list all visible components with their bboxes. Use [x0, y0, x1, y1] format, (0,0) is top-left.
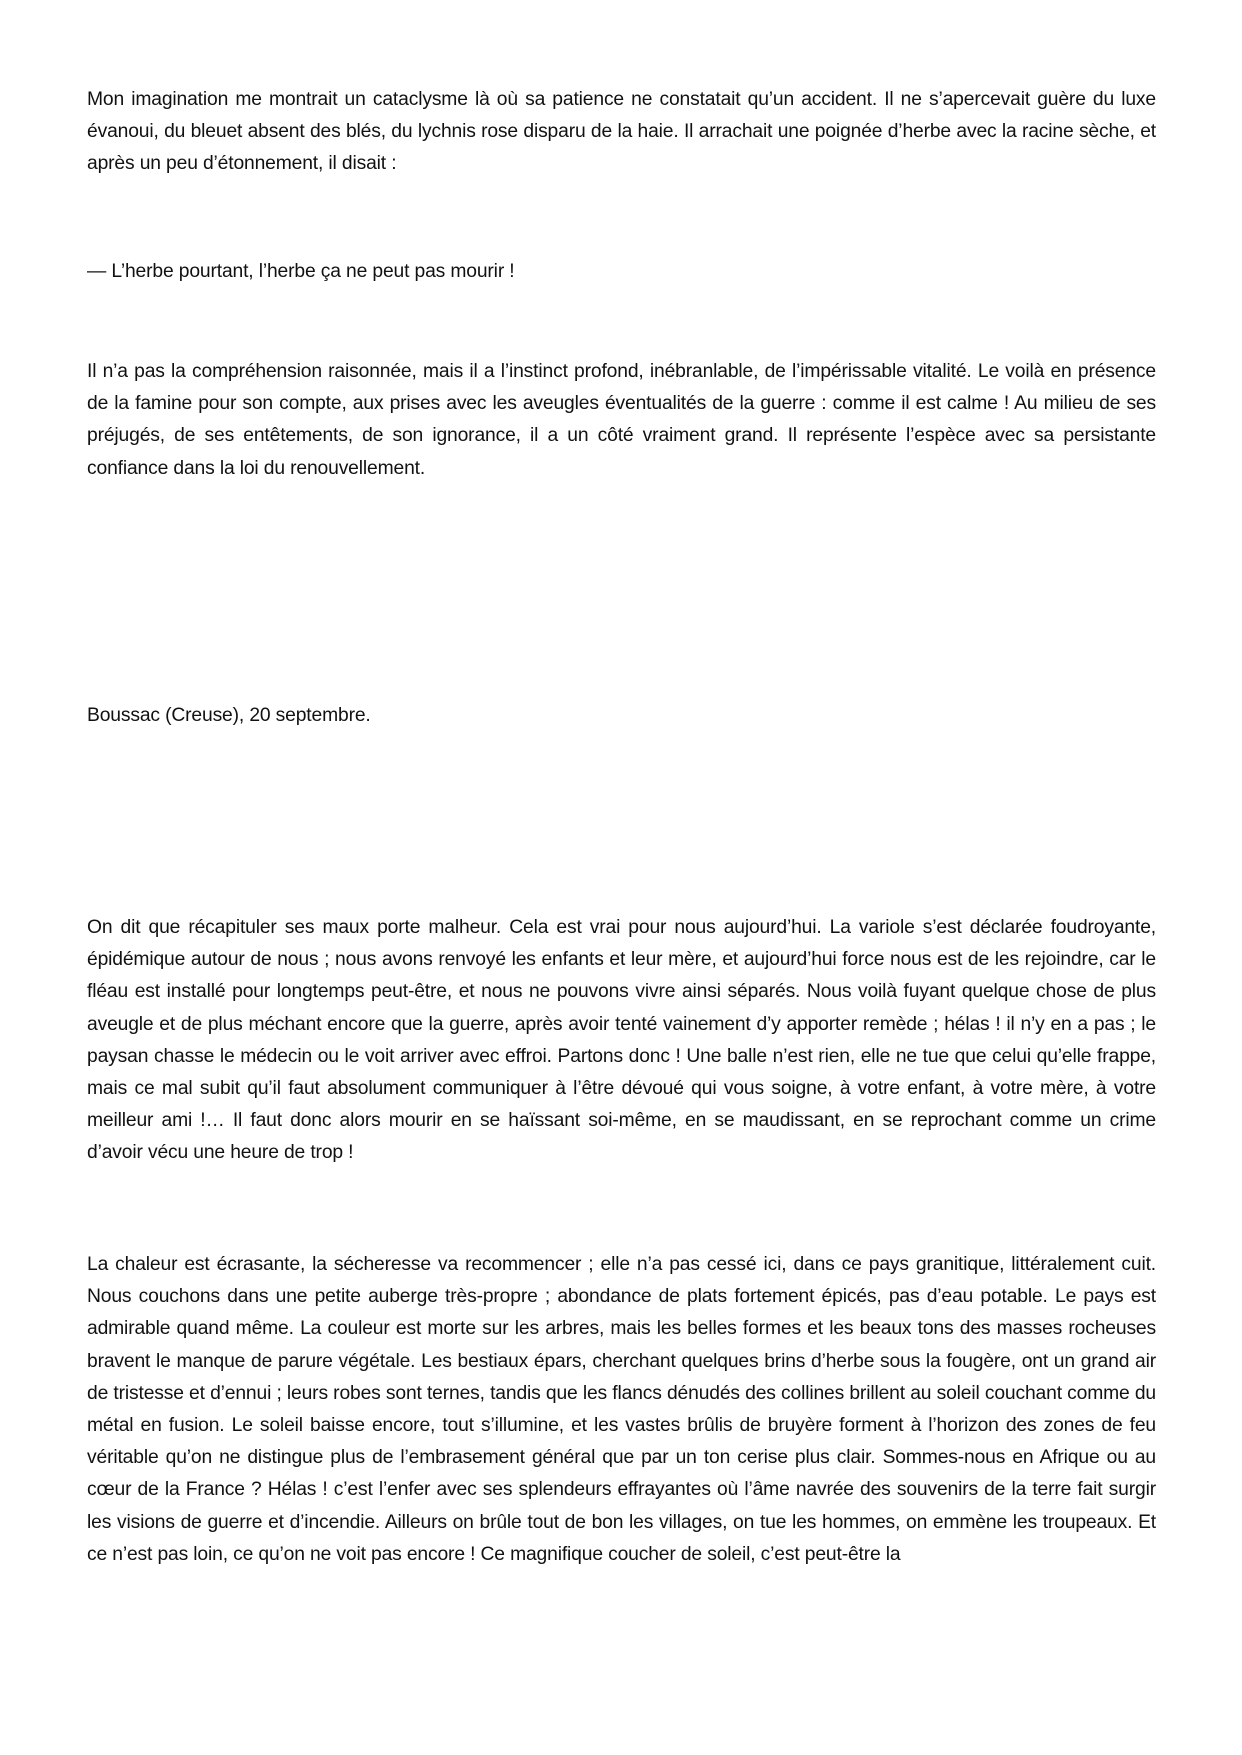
dateline-boussac: Boussac (Creuse), 20 septembre. — [87, 705, 371, 726]
paragraph-instinct: Il n’a pas la compréhension raisonnée, mais il a l’instinct profond, inébranlable, de l’impérissable vitalité. Le voilà en présence de la famine pour son compte, aux prises avec les aveugles éventualités de la guerre : comme il est calme ! Au milieu de ses préjugés, de ses entêtements, de son ignorance, il a un côté vraiment grand. Il représente l’espèce avec sa persistante confiance dans la loi du renouvellement. — [87, 361, 1156, 479]
paragraph-variole: On dit que récapituler ses maux porte malheur. Cela est vrai pour nous aujourd’hui. La variole s’est déclarée foudroyante, épidémique autour de nous ; nous avons renvoyé les enfants et leur mère, et aujourd’hui force nous est de les rejoindre, car le fléau est installé pour longtemps peut-être, et nous ne pouvons vivre ainsi séparés. Nous voilà fuyant quelque chose de plus aveugle et de plus méchant encore que la guerre, après avoir tenté vainement d’y apporter remède ; hélas ! il n’y en a pas ; le paysan chasse le médecin ou le voit arriver avec effroi. Partons donc ! Une balle n’est rien, elle ne tue que celui qu’elle frappe, mais ce mal subit qu’il faut absolument communiquer à l’être dévoué qui vous soigne, à votre enfant, à votre mère, à votre meilleur ami !… Il faut donc alors mourir en se haïssant soi-même, en se maudissant, en se reprochant comme un crime d’avoir vécu une heure de trop ! — [87, 917, 1156, 1164]
paragraph-chaleur: La chaleur est écrasante, la sécheresse va recommencer ; elle n’a pas cessé ici, dans ce pays granitique, littéralement cuit. Nous couchons dans une petite auberge très-propre ; abondance de plats fortement épicés, pas d’eau potable. Le pays est admirable quand même. La couleur est morte sur les arbres, mais les belles formes et les beaux tons des masses rocheuses bravent le manque de parure végétale. Les bestiaux épars, cherchant quelques brins d’herbe sous la fougère, ont un grand air de tristesse et d’ennui ; leurs robes sont ternes, tandis que les flancs dénudés des collines brillent au soleil couchant comme du métal en fusion. Le soleil baisse encore, tout s’illumine, et les vastes brûlis de bruyère forment à l’horizon des zones de feu véritable qu’on ne distingue plus de l’embrasement général que par un ton cerise plus clair. Sommes-nous en Afrique ou au cœur de la France ? Hélas ! c’est l’enfer avec ses splendeurs effrayantes où l’âme navrée des souvenirs de la terre fait surgir les visions de guerre et d’incendie. Ailleurs on brûle tout de bon les villages, on tue les hommes, on emmène les troupeaux. Et ce n’est pas loin, ce qu’on ne voit pas encore ! Ce magnifique coucher de soleil, c’est peut-être la — [87, 1254, 1156, 1565]
paragraph-dialogue-herbe: — L’herbe pourtant, l’herbe ça ne peut pas mourir ! — [87, 261, 515, 282]
paragraph-cataclysme: Mon imagination me montrait un cataclysme là où sa patience ne constatait qu’un accident. Il ne s’apercevait guère du luxe évanoui, du bleuet absent des blés, du lychnis rose disparu de la haie. Il arrachait une poignée d’herbe avec la racine sèche, et après un peu d’étonnement, il disait : — [87, 89, 1156, 175]
